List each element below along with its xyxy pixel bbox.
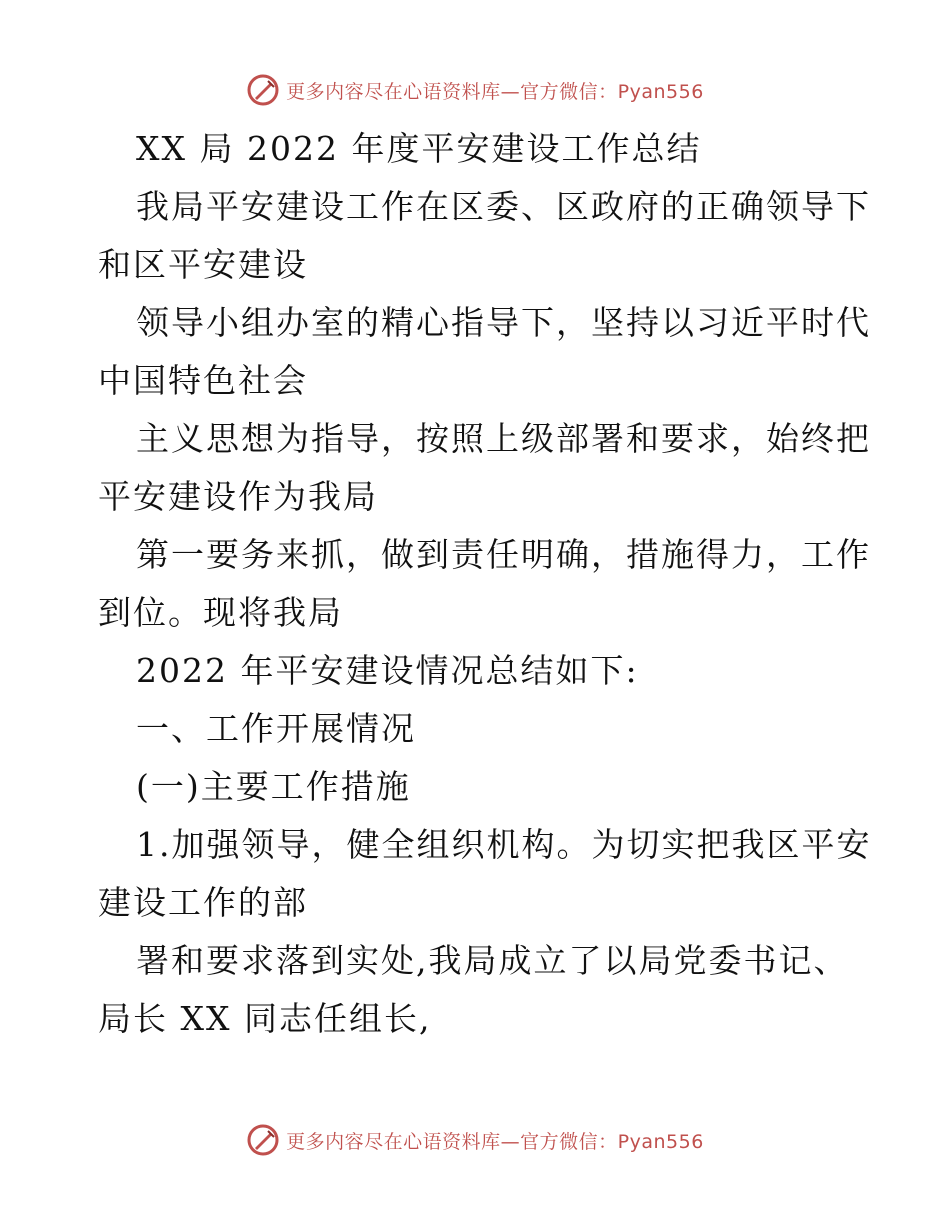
paragraph-line: 建设工作的部 — [98, 883, 308, 922]
document-title: XX 局 2022 年度平安建设工作总结 — [136, 129, 702, 168]
paragraph-line: 1.加强领导，健全组织机构。为切实把我区平安 — [136, 825, 872, 864]
watermark-footer — [0, 1120, 950, 1160]
watermark-text: 更多内容尽在心语资料库—官方微信：Pyan556 — [286, 1130, 704, 1153]
paragraph-line: 主义思想为指导，按照上级部署和要求，始终把 — [136, 419, 871, 458]
paragraph-line: 我局平安建设工作在区委、区政府的正确领导下 — [136, 187, 871, 226]
quill-logo-icon — [246, 73, 280, 107]
paragraph-line: 局长 XX 同志任组长, — [98, 999, 432, 1038]
paragraph-line: 平安建设作为我局 — [98, 477, 378, 516]
subsection-heading: (一)主要工作措施 — [136, 767, 411, 806]
watermark-header — [0, 70, 950, 110]
paragraph-line: 2022 年平安建设情况总结如下: — [136, 651, 639, 690]
paragraph-line: 到位。现将我局 — [98, 593, 343, 632]
paragraph-line: 领导小组办室的精心指导下，坚持以习近平时代 — [136, 303, 871, 342]
paragraph-line: 署和要求落到实处,我局成立了以局党委书记、 — [136, 941, 849, 980]
quill-logo-icon — [246, 1123, 280, 1157]
paragraph-line: 和区平安建设 — [98, 245, 308, 284]
section-heading: 一、工作开展情况 — [136, 709, 416, 748]
document-body — [98, 120, 872, 1048]
paragraph-line: 中国特色社会 — [98, 361, 308, 400]
watermark-text: 更多内容尽在心语资料库—官方微信：Pyan556 — [286, 80, 704, 103]
paragraph-line: 第一要务来抓，做到责任明确，措施得力，工作 — [136, 535, 871, 574]
